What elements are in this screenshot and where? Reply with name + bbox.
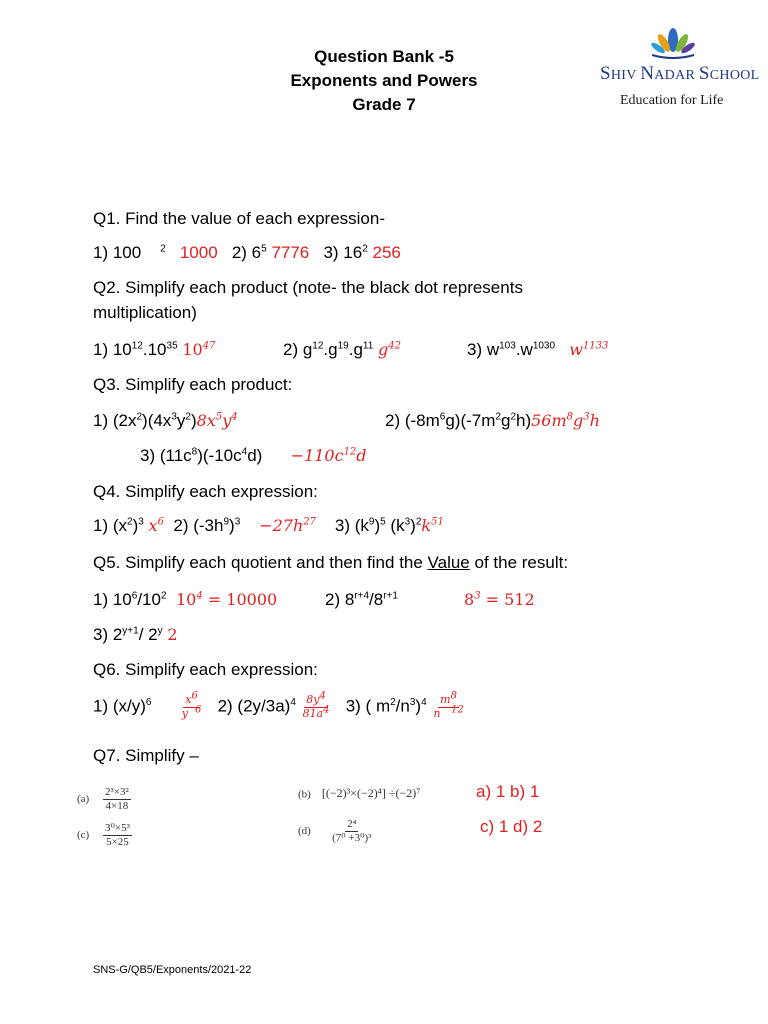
q1-problems: 1) 100 $^2$ 1000 2) $6^5$ 7776 3) $16^2$ 256 [93,243,401,262]
q7-item-d: (d) $\frac{\text{2⁴}}{\text{(7⁰ +3⁰)³}}$ [298,818,372,844]
school-tagline: Education for Life [620,93,724,108]
q2-heading-line-2: multiplication) [93,303,197,322]
q6-p3-answer: $\frac{m^8}{n ^{12}}$ [433,690,464,720]
q7-answers-ab: a) 1 b) 1 [476,782,540,801]
school-name: SHIV NADAR SCHOOL [600,63,760,84]
q7-heading: Q7. Simplify – [93,746,199,765]
q7-item-b: (b) [(−2)³×(−2)⁴] ÷(−2)⁷ [298,786,421,801]
q7-item-c: (c) $\frac{\text{3⁰×5³}}{5\times 25}$ [77,822,130,848]
q5-p2-answer: $8^3 = 512$ [464,590,535,609]
q3-heading: Q3. Simplify each product: [93,375,293,394]
q7-answers-cd: c) 1 d) 2 [480,817,543,836]
q3-p1: 1) $(2x^2)(4x^3y^2)8x^5y^4$ [93,411,238,430]
q5-p1: 1) $10^6/10^2$ $10^4 = 10000$ [93,590,278,609]
q4-problems: 1) $(x^2)^3$ $x^6$ 2) $(-3h^9)^3$ $-27h^{27}$ 3) $(k^9)^5$ $(k^3)^2k^{51}$ [93,516,444,535]
title-line-2: Exponents and Powers [290,71,478,90]
q4-heading: Q4. Simplify each expression: [93,482,318,501]
q6-problems: 1) $(x/y)^6$ $\frac{x^6}{y ^6}$ 2) $(2y/3a)^4$ $\frac{8y^4}{81a^4}$ 3) ( $m^2/n^3)^4$ $\frac{m^8}{n ^{12}}$ [93,690,464,720]
q5-heading: Q5. Simplify each quotient and then find the Value of the result: [93,553,569,572]
q2-p2: 2) $g^{12}.g^{19}.g^{11}$ $g^{42}$ [283,340,402,359]
lotus-logo-icon [650,28,696,65]
q6-heading: Q6. Simplify each expression: [93,660,318,679]
footer-code: SNS-G/QB5/Exponents/2021-22 [93,964,252,976]
q7-item-a: (a) $\frac{\text{2³×3²}}{4\times 18}$ [77,786,129,812]
q6-p1-answer: $\frac{x^6}{y ^6}$ [181,690,202,720]
title-line-1: Question Bank -5 [314,47,454,66]
q3-p3: 3) $(11c^8)(-10c^4d)$ $-110c^{12}d$ [140,446,367,465]
q2-heading-line-1: Q2. Simplify each product (note- the black dot represents [93,278,523,297]
q2-p1: 1) $10^{12}.10^{35}$ $10^{47}$ [93,340,216,359]
q1-heading: Q1. Find the value of each expression- [93,209,385,228]
title-line-3: Grade 7 [352,95,416,114]
q6-p2-answer: $\frac{8y^4}{81a^4}$ [302,690,330,720]
q3-p2: 2) $(-8m^6g)(-7m^2g^2h)56m^8g^3h$ [385,411,600,430]
q2-p3: 3) $w^{103}.w^{1030}$ $w^{1133}$ [467,340,609,359]
q5-p3: 3) $2^{y+1}/$ 2$^y$ 2 [93,625,178,644]
q5-p2: 2) $8^{r+4}/8^{r+1}$ [325,590,398,609]
